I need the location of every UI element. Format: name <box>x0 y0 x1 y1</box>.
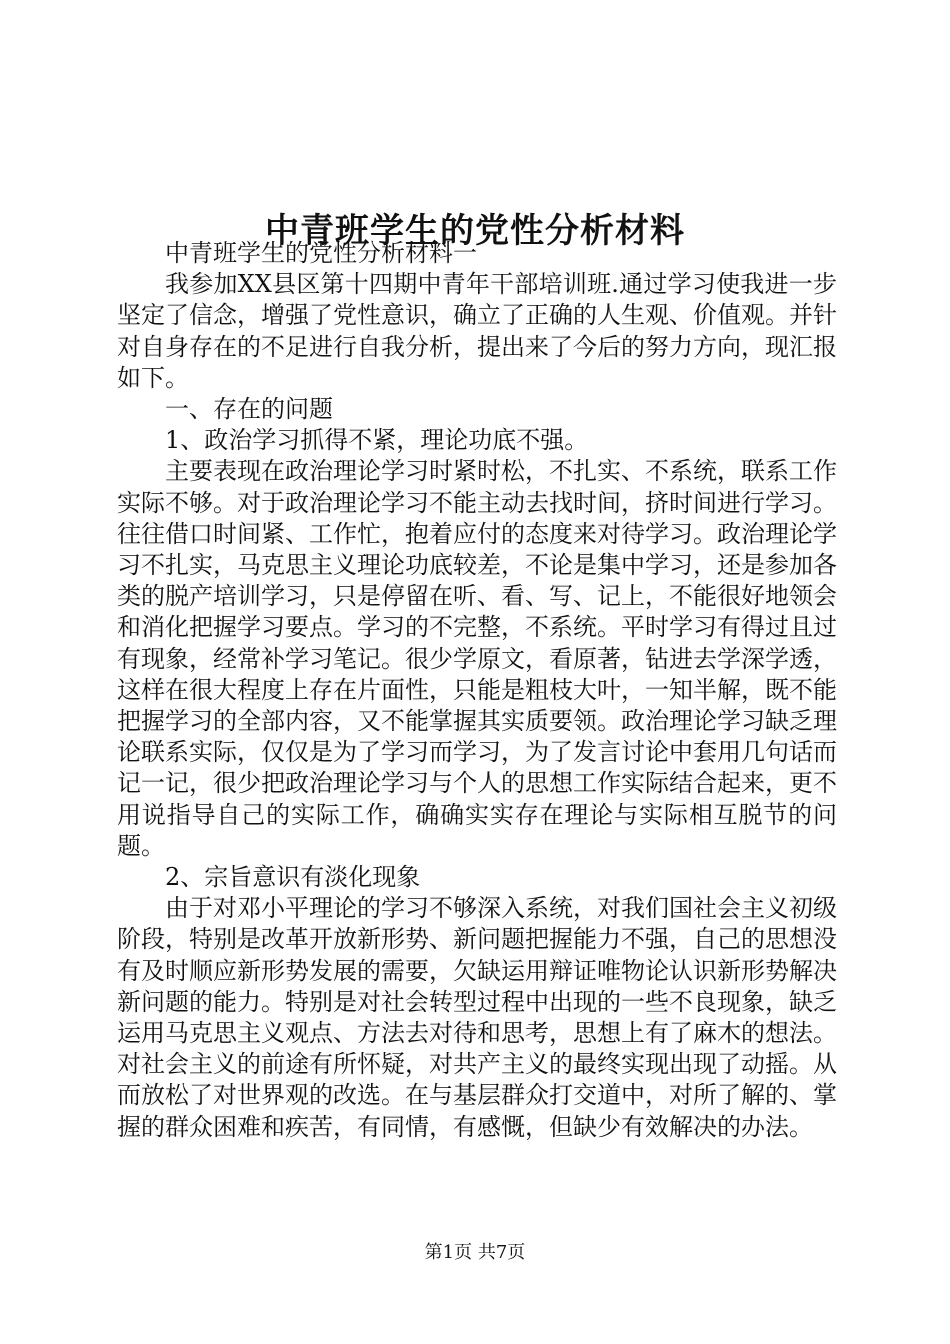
intro-paragraph: 我参加XX县区第十四期中青年干部培训班.通过学习使我进一步坚定了信念，增强了党性意识，确立了正确的人生观、价值观。并针对自身存在的不足进行自我分析，提出来了今后的努力方向，现汇报如下。 <box>117 270 837 392</box>
subheading-1: 1、政治学习抓得不紧，理论功底不强。 <box>165 426 589 455</box>
subheading-2: 2、宗旨意识有淡化现象 <box>165 863 421 892</box>
page-footer: 第1页 共7页 <box>424 1242 526 1263</box>
document-title: 中青班学生的党性分析材料 <box>265 210 685 251</box>
body-paragraph-1: 主要表现在政治理论学习时紧时松，不扎实、不系统，联系工作实际不够。对于政治理论学习不能主动去找时间，挤时间进行学习。往往借口时间紧、工作忙，抱着应付的态度来对待学习。政治理论学习不扎实，马克思主义理论功底较差，不论是集中学习，还是参加各类的脱产培训学习，只是停留在听、看、写、记上，不能很好地领会和消化把握学习要点。学习的不完整，不系统。平时学习有得过且过有现象，经常补学习笔记。很少学原文，看原著，钻进去学深学透，这样在很大程度上存在片面性，只能是粗枝大叶，一知半解，既不能把握学习的全部内容，又不能掌握其实质要领。政治理论学习缺乏理论联系实际，仅仅是为了学习而学习，为了发言讨论中套用几句话而记一记，很少把政治理论学习与个人的思想工作实际结合起来，更不用说指导自己的实际工作，确确实实存在理论与实际相互脱节的问题。 <box>117 457 837 860</box>
part-heading: 一、存在的问题 <box>165 395 333 424</box>
section-heading: 中青班学生的党性分析材料一 <box>165 239 477 267</box>
document-body <box>117 238 837 1143</box>
body-paragraph-2: 由于对邓小平理论的学习不够深入系统，对我们国社会主义初级阶段，特别是改革开放新形势、新问题把握能力不强，自己的思想没有及时顺应新形势发展的需要，欠缺运用辩证唯物论认识新形势解决新问题的能力。特别是对社会转型过程中出现的一些不良现象，缺乏运用马克思主义观点、方法去对待和思考，思想上有了麻木的想法。对社会主义的前途有所怀疑，对共产主义的最终实现出现了动摇。从而放松了对世界观的改选。在与基层群众打交道中，对所了解的、掌握的群众困难和疾苦，有同情，有感慨，但缺少有效解决的办法。 <box>117 894 837 1141</box>
